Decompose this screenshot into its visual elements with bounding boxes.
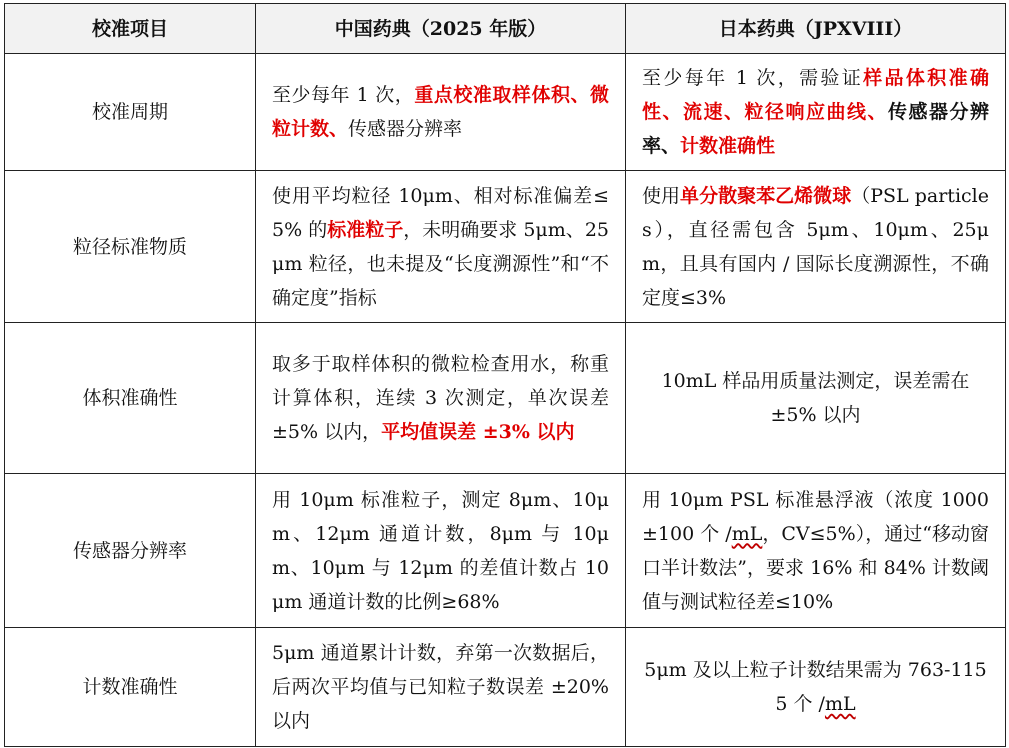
cn-cell — [256, 171, 626, 323]
header-japanese-pharmacopoeia: 日本药典（JPXVIII） — [626, 4, 1006, 54]
text-segment: 标准粒子 — [327, 218, 404, 241]
table-row — [5, 323, 1006, 474]
text-segment: 至少每年 1 次，需验证 — [642, 67, 864, 89]
text-segment: 5μm 及以上粒子计数结果需为 763-1155 个 / — [644, 659, 987, 715]
text-segment: 样品体积准确性、流速、粒径响应曲线、 — [642, 67, 989, 123]
jp-cell — [626, 474, 1006, 628]
text-segment: 传感器分辨率、 — [642, 101, 989, 157]
text-segment: 取多于取样体积的微粒检查用水，称重计算体积，连续 3 次测定，单次误差 ±5% 以内， — [272, 353, 609, 443]
cn-cell — [256, 474, 626, 628]
header-row — [5, 4, 1006, 54]
text-segment: 至少每年 1 次， — [272, 84, 415, 106]
text-segment: 传感器分辨率 — [348, 118, 463, 140]
text-segment: 5μm 通道累计计数，弃第一次数据后，后两次平均值与已知粒子数误差 ±20% 以内 — [272, 642, 609, 732]
text-segment: 使用平均粒径 10μm、相对标准偏差≤5% 的 — [272, 184, 609, 241]
jp-cell — [626, 323, 1006, 474]
jp-cell — [626, 171, 1006, 323]
text-segment: 平均值误差 ±3% 以内 — [381, 421, 575, 443]
header-chinese-pharmacopoeia: 中国药典（2025 年版） — [256, 4, 626, 54]
jp-cell — [626, 54, 1006, 171]
cn-cell — [256, 54, 626, 171]
text-segment: （PSL particles），直径需包含 5μm、10μm、25μm，且具有国内 / 国际长度溯源性，不确定度≤3% — [642, 184, 989, 309]
text-segment: 重点校准取样体积、微粒计数、 — [272, 84, 609, 140]
text-segment: 用 10μm 标准粒子，测定 8μm、10μm、12μm 通道计数，8μm 与 10μm、10μm 与 12μm 的差值计数占 10μm 通道计数的比例≥68% — [272, 488, 609, 613]
row-label: 粒径标准物质 — [5, 171, 256, 323]
table-row — [5, 171, 1006, 323]
text-segment: ，CV≤5%），通过“移动窗口半计数法”，要求 16% 和 84% 计数阈值与测试粒径差≤10% — [642, 522, 989, 613]
text-segment: mL — [731, 522, 763, 545]
jp-cell — [626, 628, 1006, 747]
row-label: 体积准确性 — [5, 323, 256, 474]
text-segment: 10mL 样品用质量法测定，误差需在 ±5% 以内 — [661, 370, 970, 426]
row-label: 计数准确性 — [5, 628, 256, 747]
table-row — [5, 54, 1006, 171]
header-item: 校准项目 — [5, 4, 256, 54]
row-label: 传感器分辨率 — [5, 474, 256, 628]
cn-cell — [256, 628, 626, 747]
table-row — [5, 474, 1006, 628]
text-segment: 计数准确性 — [680, 135, 776, 157]
text-segment: mL — [824, 693, 856, 715]
table-row — [5, 628, 1006, 747]
text-segment: 使用 — [642, 184, 681, 207]
text-segment: ，未明确要求 5μm、25μm 粒径，也未提及“长度溯源性”和“不确定度”指标 — [272, 218, 609, 309]
row-label: 校准周期 — [5, 54, 256, 171]
text-segment: 用 10μm PSL 标准悬浮液（浓度 1000±100 个 / — [642, 488, 989, 545]
cn-cell — [256, 323, 626, 474]
text-segment: 单分散聚苯乙烯微球 — [680, 184, 852, 207]
comparison-table — [4, 3, 1006, 747]
